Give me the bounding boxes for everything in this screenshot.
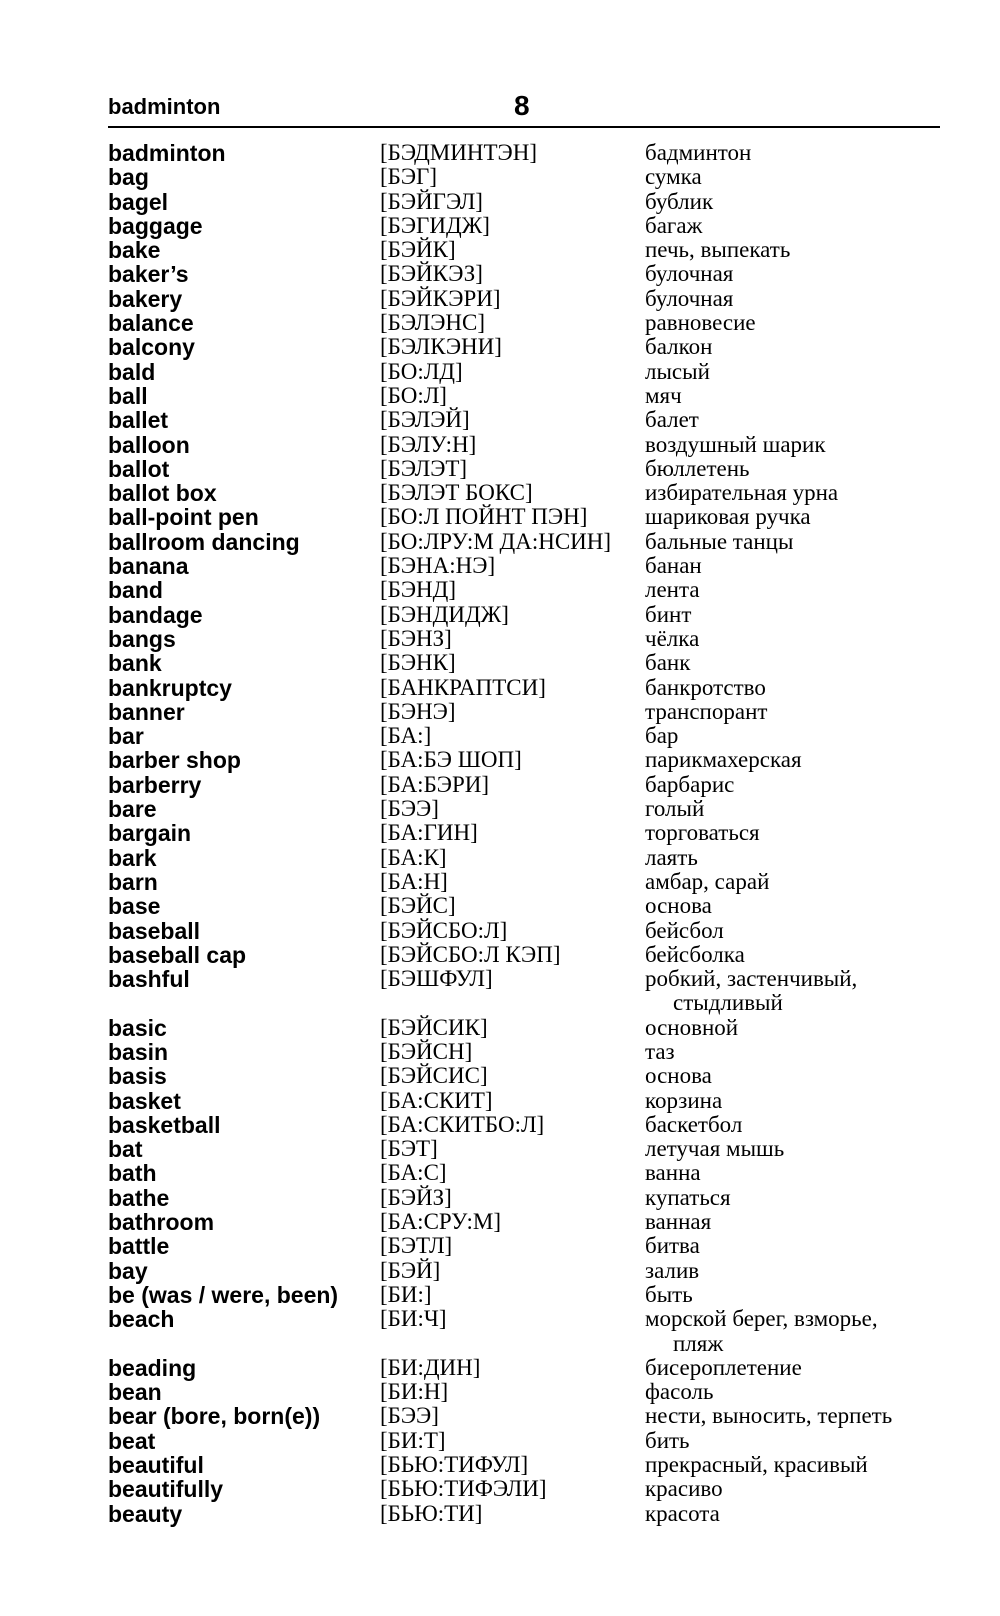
entry-pronunciation: [БИ:Т] (380, 1427, 446, 1453)
translation-line: баскетбол (645, 1111, 743, 1137)
translation-line: избирательная урна (645, 480, 839, 506)
entry-pronunciation: [БЭГ] (380, 164, 438, 190)
entry-translation (645, 1380, 940, 1404)
entry-word: beauty (108, 1500, 183, 1527)
entry-translation (645, 700, 940, 724)
entry-translation (645, 1161, 940, 1185)
translation-line: парикмахерская (645, 747, 802, 773)
entry-word: ball (108, 382, 148, 409)
entry-translation (645, 360, 940, 384)
entry-pronunciation: [БЭНДИДЖ] (380, 601, 509, 627)
translation-line: банк (645, 650, 691, 676)
dictionary-entry (108, 821, 940, 845)
entry-translation (645, 651, 940, 675)
entry-translation (645, 1186, 940, 1210)
dictionary-entry (108, 797, 940, 821)
entry-word: barber shop (108, 747, 241, 774)
entry-word: baker’s (108, 261, 189, 288)
entry-pronunciation: [БЭЛКЭНИ] (380, 334, 502, 360)
translation-line: красота (645, 1500, 720, 1526)
header-rule (108, 126, 940, 128)
entry-translation (645, 870, 940, 894)
guide-word: badminton (108, 94, 221, 119)
entry-word: bald (108, 358, 156, 385)
dictionary-entry (108, 919, 940, 943)
page-header (108, 92, 940, 126)
dictionary-entry (108, 1040, 940, 1064)
entry-word: bake (108, 237, 161, 264)
entry-translation (645, 748, 940, 772)
entry-word: band (108, 577, 163, 604)
dictionary-entry (108, 967, 940, 1016)
dictionary-entry (108, 335, 940, 359)
dictionary-entry (108, 262, 940, 286)
dictionary-entry (108, 1283, 940, 1307)
translation-line: купаться (645, 1184, 731, 1210)
entry-word: bakery (108, 285, 183, 312)
translation-line: быть (645, 1281, 693, 1307)
translation-line: транспорант (645, 698, 768, 724)
dictionary-entry (108, 846, 940, 870)
entry-word: bathroom (108, 1209, 215, 1236)
entry-word: bar (108, 723, 144, 750)
entry-pronunciation: [БЭЛУ:Н] (380, 431, 477, 457)
entry-translation (645, 1016, 940, 1040)
entry-word: banana (108, 553, 189, 580)
entry-word: balloon (108, 431, 190, 458)
entry-word: bagel (108, 188, 169, 215)
translation-line: балкон (645, 334, 713, 360)
entry-word: balance (108, 310, 194, 337)
entry-translation (645, 1137, 940, 1161)
entry-word: beach (108, 1306, 175, 1333)
entry-pronunciation: [БЭТ] (380, 1136, 438, 1162)
dictionary-entry (108, 1234, 940, 1258)
entry-pronunciation: [БЭНЭ] (380, 698, 456, 724)
dictionary-entry (108, 627, 940, 651)
dictionary-entry (108, 1089, 940, 1113)
entry-pronunciation: [БЭЙГЭЛ] (380, 188, 483, 214)
translation-line: банкротство (645, 674, 766, 700)
entry-pronunciation: [БЭЙСБО:Л] (380, 917, 508, 943)
translation-line: нести, выносить, терпеть (645, 1403, 893, 1429)
entry-pronunciation: [БЭЛЭТ БОКС] (380, 480, 533, 506)
entry-pronunciation: [БЭЙКЭЗ] (380, 261, 483, 287)
dictionary-entry (108, 214, 940, 238)
translation-line: корзина (645, 1087, 723, 1113)
entry-word: base (108, 893, 161, 920)
dictionary-entry (108, 384, 940, 408)
entry-translation (645, 384, 940, 408)
dictionary-entry (108, 870, 940, 894)
entry-translation (645, 797, 940, 821)
entry-word: badminton (108, 140, 226, 166)
dictionary-entry (108, 700, 940, 724)
entry-word: bay (108, 1257, 148, 1284)
entry-word: balcony (108, 334, 195, 361)
translation-line: барбарис (645, 771, 735, 797)
dictionary-entries (108, 141, 940, 1526)
dictionary-entry (108, 190, 940, 214)
translation-line: летучая мышь (645, 1136, 785, 1162)
entry-pronunciation: [БИ:ДИН] (380, 1354, 481, 1380)
entry-translation (645, 505, 940, 529)
entry-pronunciation: [БА:ГИН] (380, 820, 478, 846)
translation-line: сумка (645, 164, 702, 190)
entry-translation (645, 1453, 940, 1477)
entry-pronunciation: [БЭНК] (380, 650, 456, 676)
dictionary-entry (108, 1113, 940, 1137)
entry-translation (645, 1089, 940, 1113)
translation-line: шариковая ручка (645, 504, 811, 530)
dictionary-entry (108, 773, 940, 797)
entry-translation (645, 262, 940, 286)
entry-word: baseball cap (108, 941, 247, 968)
translation-line: фасоль (645, 1379, 714, 1405)
translation-line: воздушный шарик (645, 431, 826, 457)
translation-line: бейсболка (645, 941, 745, 967)
translation-line: таз (645, 1038, 675, 1064)
dictionary-entry (108, 676, 940, 700)
entry-word: basic (108, 1014, 167, 1041)
translation-line: бадминтон (645, 140, 752, 165)
entry-word: bankruptcy (108, 674, 232, 701)
dictionary-entry (108, 578, 940, 602)
dictionary-entry (108, 457, 940, 481)
entry-pronunciation: [БА:СРУ:М] (380, 1209, 502, 1235)
entry-pronunciation: [БЭНЗ] (380, 625, 452, 651)
entry-word: bean (108, 1379, 162, 1406)
entry-translation (645, 894, 940, 918)
entry-pronunciation: [БЭНД] (380, 577, 457, 603)
entry-pronunciation: [БЭЙСБО:Л КЭП] (380, 941, 561, 967)
dictionary-entry (108, 1161, 940, 1185)
translation-line: бублик (645, 188, 714, 214)
translation-line: лента (645, 577, 700, 603)
translation-line: бисероплетение (645, 1354, 802, 1380)
entry-translation (645, 821, 940, 845)
entry-pronunciation: [БА:СКИТ] (380, 1087, 493, 1113)
entry-word: bank (108, 650, 162, 677)
translation-line: бейсбол (645, 917, 724, 943)
entry-pronunciation: [БО:ЛД] (380, 358, 463, 384)
translation-line: прекрасный, красивый (645, 1452, 868, 1478)
entry-word: beat (108, 1427, 156, 1454)
dictionary-entry (108, 1210, 940, 1234)
dictionary-entry (108, 360, 940, 384)
dictionary-entry (108, 481, 940, 505)
translation-line: основа (645, 1063, 712, 1089)
entry-pronunciation: [БЭШФУЛ] (380, 966, 493, 992)
dictionary-entry (108, 238, 940, 262)
dictionary-entry (108, 724, 940, 748)
entry-translation (645, 1259, 940, 1283)
dictionary-entry (108, 1502, 940, 1526)
entry-pronunciation: [БА:К] (380, 844, 447, 870)
entry-pronunciation: [БЭЛЭЙ] (380, 407, 470, 433)
entry-pronunciation: [БЭЙ] (380, 1257, 441, 1283)
entry-translation (645, 408, 940, 432)
entry-word: bandage (108, 601, 203, 628)
translation-line: бальные танцы (645, 528, 794, 554)
entry-pronunciation: [БЭЭ] (380, 1403, 439, 1429)
translation-line: бюллетень (645, 455, 750, 481)
entry-translation (645, 919, 940, 943)
entry-translation (645, 724, 940, 748)
entry-word: basket (108, 1087, 181, 1114)
entry-word: bashful (108, 966, 190, 993)
entry-word: basin (108, 1038, 169, 1065)
entry-pronunciation: [БЭНА:НЭ] (380, 553, 496, 579)
entry-pronunciation: [БА:БЭ ШОП] (380, 747, 522, 773)
entry-translation (645, 214, 940, 238)
entry-word: bargain (108, 820, 192, 847)
entry-word: bare (108, 796, 157, 823)
entry-pronunciation: [БЭЛЭТ] (380, 455, 468, 481)
entry-pronunciation: [БА:] (380, 723, 432, 749)
entry-word: bathe (108, 1184, 170, 1211)
entry-pronunciation: [БА:СКИТБО:Л] (380, 1111, 545, 1137)
translation-line: бить (645, 1427, 690, 1453)
entry-translation (645, 554, 940, 578)
dictionary-entry (108, 287, 940, 311)
translation-line: ванна (645, 1160, 701, 1186)
dictionary-entry (108, 894, 940, 918)
dictionary-entry (108, 165, 940, 189)
entry-pronunciation: [БЬЮ:ТИ] (380, 1500, 483, 1526)
translation-line: бар (645, 723, 679, 749)
entry-translation (645, 530, 940, 554)
entry-word: basis (108, 1063, 167, 1090)
entry-translation (645, 1283, 940, 1307)
entry-translation (645, 1040, 940, 1064)
entry-pronunciation: [БЭЛЭНС] (380, 310, 485, 336)
translation-line: робкий, застенчивый, (645, 966, 858, 992)
dictionary-entry (108, 141, 940, 165)
translation-line: мяч (645, 382, 682, 408)
entry-translation (645, 481, 940, 505)
entry-translation (645, 1113, 940, 1137)
entry-pronunciation: [БЭЙСИС] (380, 1063, 488, 1089)
entry-word: beautiful (108, 1452, 204, 1479)
entry-word: beading (108, 1354, 197, 1381)
dictionary-entry (108, 603, 940, 627)
entry-word: bat (108, 1136, 143, 1163)
entry-translation (645, 1307, 940, 1356)
entry-translation (645, 846, 940, 870)
entry-word: basketball (108, 1111, 221, 1138)
translation-line: красиво (645, 1476, 723, 1502)
dictionary-entry (108, 311, 940, 335)
translation-line: основа (645, 893, 712, 919)
entry-pronunciation: [БЭЙКЭРИ] (380, 285, 501, 311)
translation-line: голый (645, 796, 705, 822)
entry-translation (645, 967, 940, 1016)
dictionary-entry (108, 1429, 940, 1453)
dictionary-entry (108, 1186, 940, 1210)
entry-pronunciation: [БЭЙСИК] (380, 1014, 488, 1040)
entry-translation (645, 335, 940, 359)
entry-word: baggage (108, 212, 203, 239)
translation-line: морской берег, взморье, (645, 1306, 878, 1332)
entry-word: bangs (108, 625, 176, 652)
entry-translation (645, 141, 940, 165)
entry-pronunciation: [БЭЙЗ] (380, 1184, 452, 1210)
dictionary-entry (108, 408, 940, 432)
translation-line: бинт (645, 601, 692, 627)
entry-pronunciation: [БЭТЛ] (380, 1233, 453, 1259)
entry-word: beautifully (108, 1476, 224, 1503)
translation-line: печь, выпекать (645, 237, 791, 263)
translation-line: ванная (645, 1209, 712, 1235)
entry-translation (645, 1210, 940, 1234)
entry-translation (645, 1502, 940, 1526)
translation-continuation: стыдливый (673, 990, 783, 1016)
entry-pronunciation: [БА:БЭРИ] (380, 771, 490, 797)
translation-line: лаять (645, 844, 698, 870)
entry-translation (645, 165, 940, 189)
dictionary-entry (108, 1016, 940, 1040)
translation-continuation: пляж (673, 1330, 724, 1356)
dictionary-entry (108, 1137, 940, 1161)
translation-line: лысый (645, 358, 710, 384)
entry-translation (645, 457, 940, 481)
translation-line: чёлка (645, 625, 700, 651)
dictionary-entry (108, 1356, 940, 1380)
entry-translation (645, 1477, 940, 1501)
entry-translation (645, 433, 940, 457)
entry-translation (645, 676, 940, 700)
translation-line: торговаться (645, 820, 760, 846)
entry-translation (645, 773, 940, 797)
entry-translation (645, 1234, 940, 1258)
dictionary-entry (108, 1380, 940, 1404)
dictionary-entry (108, 943, 940, 967)
dictionary-entry (108, 530, 940, 554)
entry-word: baseball (108, 917, 201, 944)
dictionary-entry (108, 505, 940, 529)
entry-pronunciation: [БЭЙС] (380, 893, 456, 919)
entry-pronunciation: [БЭГИДЖ] (380, 212, 490, 238)
entry-word: bear (bore, born(e)) (108, 1403, 321, 1430)
entry-pronunciation: [БО:ЛРУ:М ДА:НСИН] (380, 528, 612, 554)
entry-translation (645, 627, 940, 651)
entry-word: ballot (108, 455, 170, 482)
translation-line: булочная (645, 285, 734, 311)
entry-word: barberry (108, 771, 202, 798)
entry-pronunciation: [БО:Л ПОЙНТ ПЭН] (380, 504, 588, 530)
entry-pronunciation: [БЭДМИНТЭН] (380, 140, 537, 165)
dictionary-entry (108, 1453, 940, 1477)
entry-pronunciation: [БИ:] (380, 1281, 432, 1307)
entry-translation (645, 1429, 940, 1453)
dictionary-entry (108, 748, 940, 772)
entry-word: ballet (108, 407, 169, 434)
entry-translation (645, 1404, 940, 1428)
translation-line: равновесие (645, 310, 756, 336)
page-number: 8 (514, 90, 530, 121)
entry-word: bark (108, 844, 157, 871)
translation-line: багаж (645, 212, 703, 238)
entry-pronunciation: [БА:Н] (380, 868, 448, 894)
entry-translation (645, 287, 940, 311)
entry-pronunciation: [БАНКРАПТСИ] (380, 674, 546, 700)
entry-word: barn (108, 868, 158, 895)
dictionary-entry (108, 651, 940, 675)
entry-pronunciation: [БО:Л] (380, 382, 447, 408)
entry-pronunciation: [БЬЮ:ТИФЭЛИ] (380, 1476, 547, 1502)
entry-translation (645, 1356, 940, 1380)
translation-line: балет (645, 407, 699, 433)
entry-translation (645, 238, 940, 262)
translation-line: булочная (645, 261, 734, 287)
translation-line: битва (645, 1233, 700, 1259)
dictionary-entry (108, 1064, 940, 1088)
translation-line: залив (645, 1257, 700, 1283)
dictionary-entry (108, 554, 940, 578)
entry-translation (645, 603, 940, 627)
entry-word: ballot box (108, 480, 217, 507)
entry-pronunciation: [БА:С] (380, 1160, 447, 1186)
dictionary-entry (108, 433, 940, 457)
entry-pronunciation: [БИ:Н] (380, 1379, 449, 1405)
entry-pronunciation: [БЭЙК] (380, 237, 456, 263)
entry-pronunciation: [БЭЭ] (380, 796, 439, 822)
dictionary-entry (108, 1477, 940, 1501)
dictionary-entry (108, 1307, 940, 1356)
entry-translation (645, 578, 940, 602)
entry-word: ball-point pen (108, 504, 259, 531)
translation-line: амбар, сарай (645, 868, 770, 894)
entry-word: bath (108, 1160, 157, 1187)
entry-translation (645, 1064, 940, 1088)
translation-line: банан (645, 553, 702, 579)
entry-pronunciation: [БИ:Ч] (380, 1306, 447, 1332)
entry-translation (645, 311, 940, 335)
dictionary-entry (108, 1404, 940, 1428)
entry-word: battle (108, 1233, 170, 1260)
entry-word: be (was / were, been) (108, 1281, 339, 1308)
entry-pronunciation: [БЬЮ:ТИФУЛ] (380, 1452, 529, 1478)
translation-line: основной (645, 1014, 739, 1040)
entry-translation (645, 943, 940, 967)
entry-translation (645, 190, 940, 214)
entry-word: bag (108, 164, 149, 191)
entry-pronunciation: [БЭЙСН] (380, 1038, 473, 1064)
dictionary-entry (108, 1259, 940, 1283)
entry-word: ballroom dancing (108, 528, 300, 555)
entry-word: banner (108, 698, 185, 725)
